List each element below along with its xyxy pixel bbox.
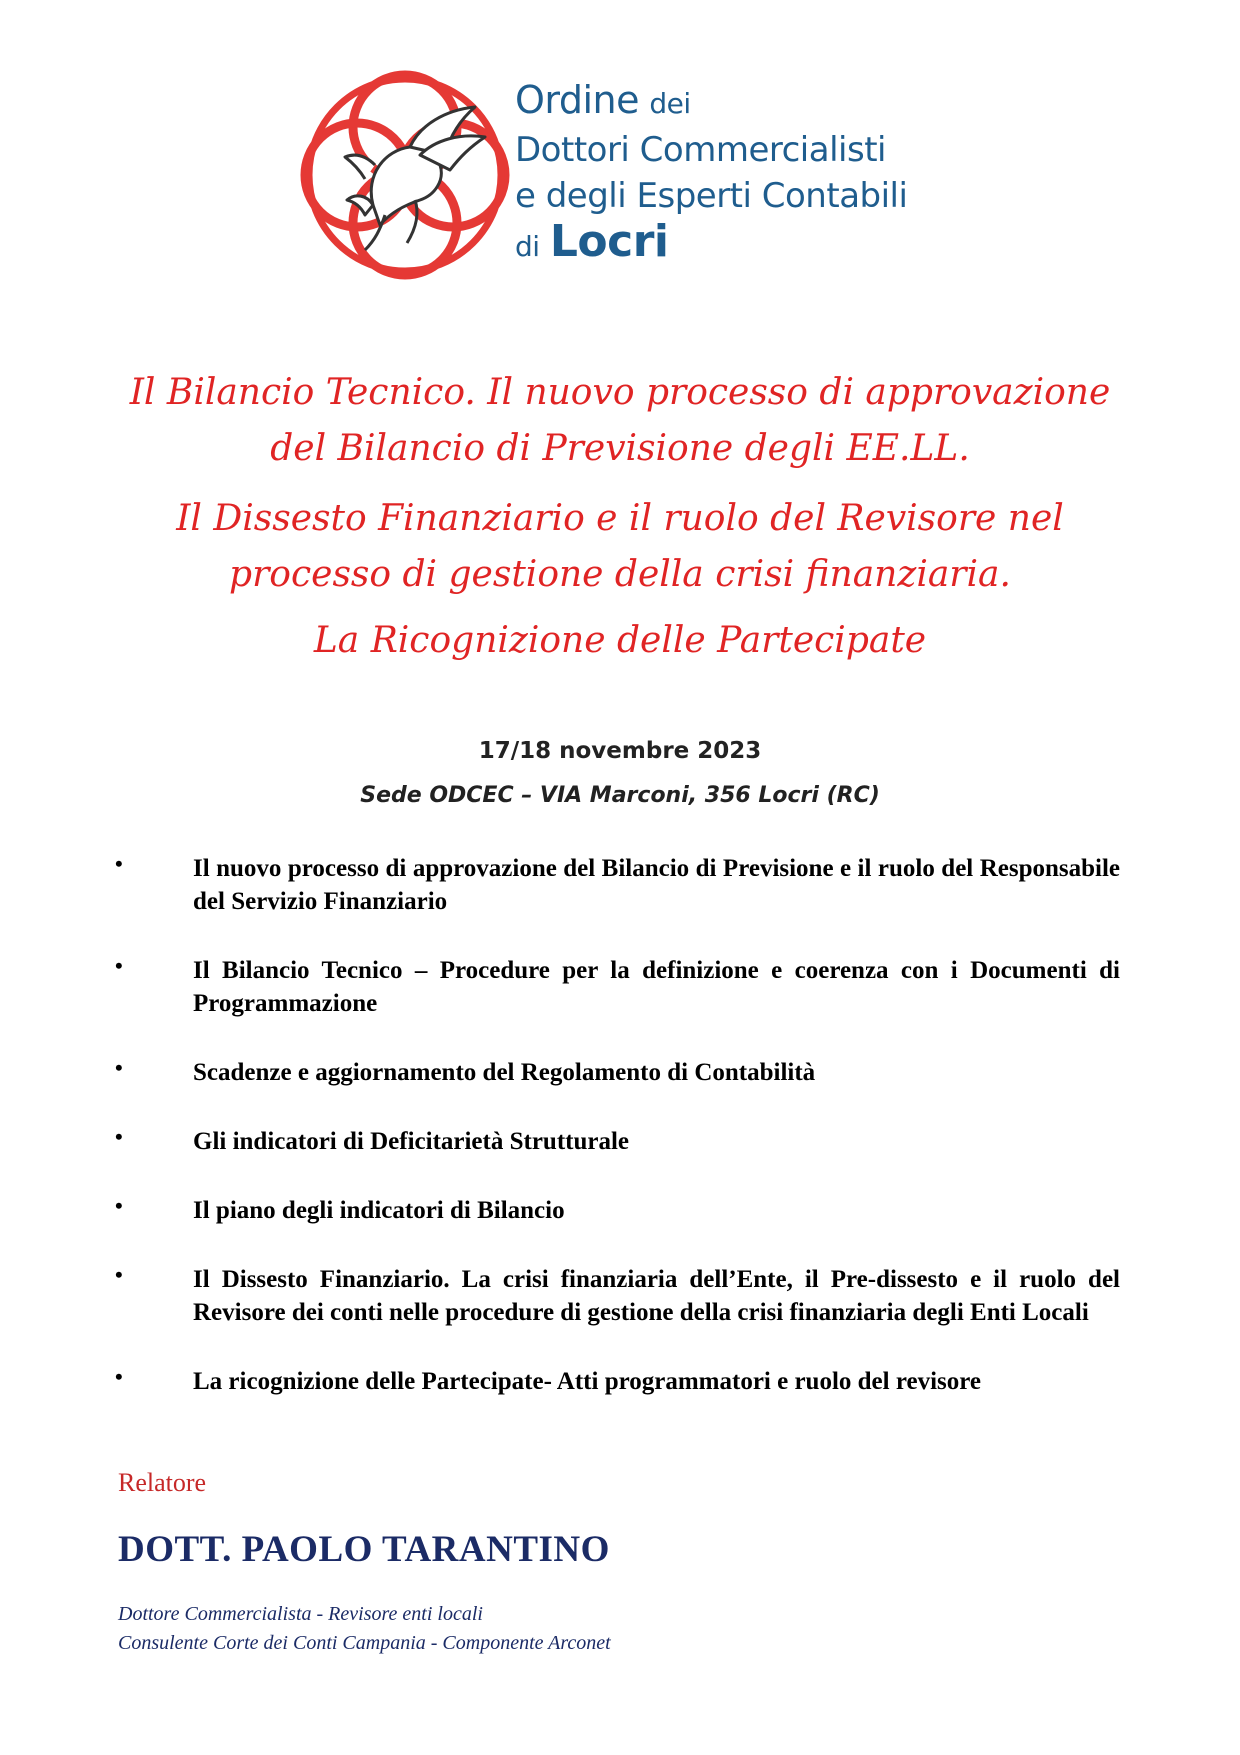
logo-word-locri: Locri (549, 216, 669, 267)
topic-text: Il piano degli indicatori di Bilancio (193, 1197, 565, 1224)
topic-text: Il nuovo processo di approvazione del Bilancio di Previsione e il ruolo del Responsabile del Servizio Finanziario (193, 855, 1120, 915)
list-item (115, 852, 1120, 918)
title-line-2: del Bilancio di Previsione degli EE.LL. (270, 428, 970, 469)
event-date: 17/18 novembre 2023 (478, 738, 762, 764)
logo-word-dei: dei (649, 87, 691, 120)
logo (285, 55, 985, 295)
bullet-icon: • (115, 1193, 123, 1218)
topic-text: Il Bilancio Tecnico – Procedure per la definizione e coerenza con i Documenti di Programmazione (193, 957, 1120, 1017)
event-title (100, 365, 1140, 669)
speaker-role-line: Consulente Corte dei Conti Campania - Componente Arconet (118, 1632, 611, 1654)
topic-list (115, 852, 1120, 1434)
list-item (115, 1125, 1120, 1158)
logo-line-3: e degli Esperti Contabili (515, 176, 908, 216)
topic-text: Scadenze e aggiornamento del Regolamento di Contabilità (193, 1059, 816, 1086)
logo-word-ordine: Ordine (515, 78, 640, 122)
speaker-label: Relatore (118, 1468, 207, 1497)
title-line-1: Il Bilancio Tecnico. Il nuovo processo di approvazione (129, 372, 1111, 413)
speaker-roles (118, 1600, 611, 1658)
list-item (115, 954, 1120, 1020)
event-venue: Sede ODCEC – VIA Marconi, 356 Locri (RC) (360, 783, 880, 808)
logo-word-di: di (515, 230, 540, 263)
bullet-icon: • (115, 851, 123, 876)
logo-line-1 (515, 77, 907, 127)
logo-line-2: Dottori Commercialisti (515, 130, 886, 170)
speaker-role-line: Dottore Commercialista - Revisore enti locali (118, 1603, 483, 1625)
bullet-icon: • (115, 1262, 123, 1287)
logo-line-4 (515, 216, 907, 270)
speaker-name: DOTT. PAOLO TARANTINO (118, 1529, 610, 1570)
bullet-icon: • (115, 1124, 123, 1149)
bullet-icon: • (115, 953, 123, 978)
topic-text: Il Dissesto Finanziario. La crisi finanziaria dell’Ente, il Pre-dissesto e il ruolo del Revisore dei conti nelle procedure di gestione della crisi finanziaria degli Enti Locali (193, 1266, 1120, 1326)
title-line-4: processo di gestione della crisi finanziaria. (229, 554, 1011, 595)
logo-wordmark (515, 77, 907, 270)
pegasus-emblem-icon (285, 55, 525, 295)
list-item (115, 1056, 1120, 1089)
list-item (115, 1263, 1120, 1329)
bullet-icon: • (115, 1055, 123, 1080)
title-line-3: Il Dissesto Finanziario e il ruolo del Revisore nel (176, 498, 1064, 539)
title-line-5: La Ricognizione delle Partecipate (313, 620, 927, 661)
topic-text: La ricognizione delle Partecipate- Atti programmatori e ruolo del revisore (193, 1368, 982, 1395)
bullet-icon: • (115, 1364, 123, 1389)
list-item (115, 1194, 1120, 1227)
topic-text: Gli indicatori di Deficitarietà Strutturale (193, 1128, 630, 1155)
list-item (115, 1365, 1120, 1398)
